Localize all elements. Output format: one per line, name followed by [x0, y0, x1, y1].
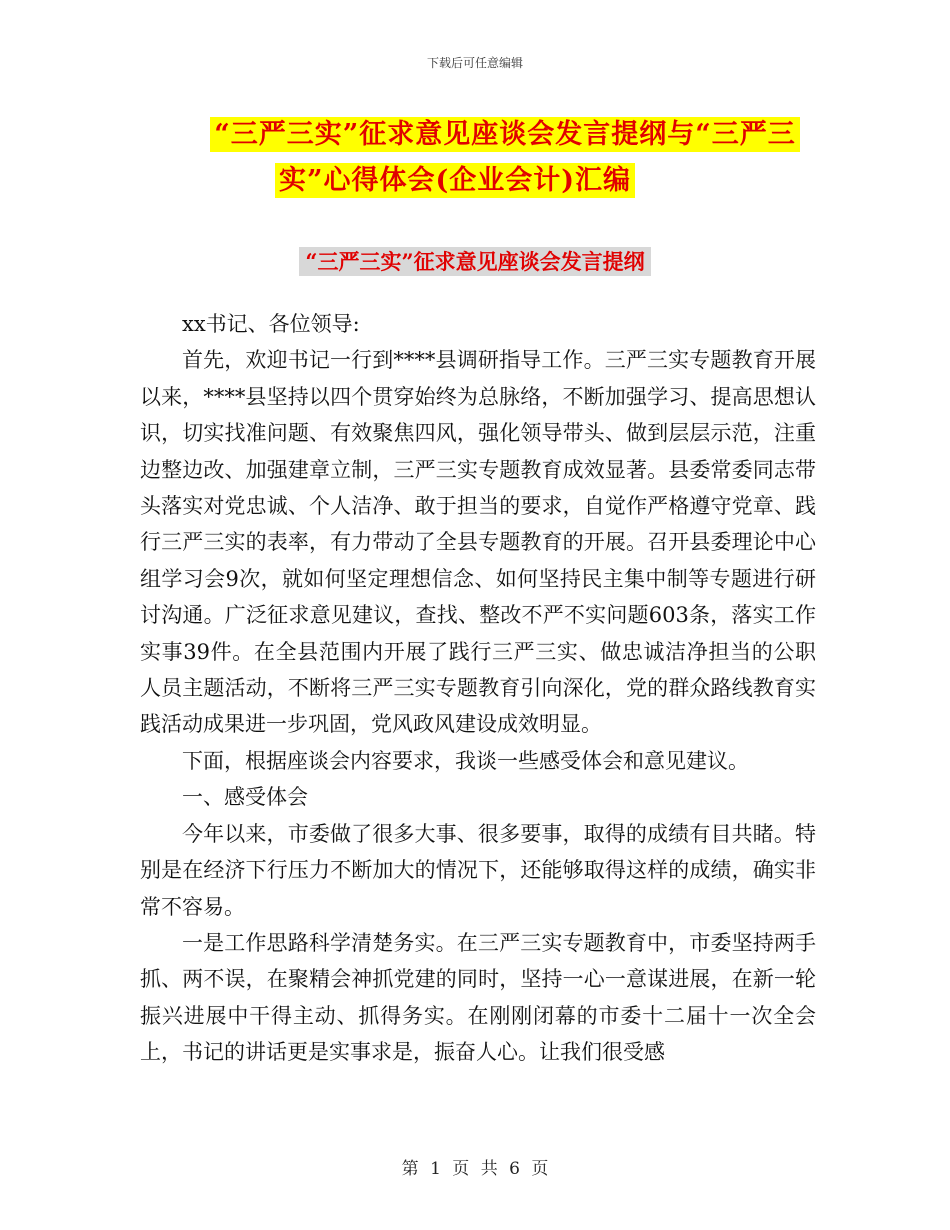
- section-title-text: “三严三实”征求意见座谈会发言提纲: [299, 247, 650, 276]
- body-paragraph: 一是工作思路科学清楚务实。在三严三实专题教育中，市委坚持两手抓、两不误，在聚精会神抓党建的同时，坚持一心一意谋进展，在新一轮振兴进展中干得主动、抓得务实。在刚刚闭幕的市委十二届十一次全会上，书记的讲话更是实事求是，振奋人心。让我们很受感: [140, 930, 816, 1065]
- body-paragraph: xx书记、各位领导:: [182, 312, 360, 336]
- document-title-line-2: [0, 158, 930, 197]
- document-title-text-2: 实”心得体会(企业会计)汇编: [275, 163, 635, 198]
- page-footer: 第 1 页 共 6 页: [401, 1159, 549, 1179]
- section-title: [0, 246, 950, 276]
- document-body: [140, 306, 816, 1071]
- document-title-line-1: [30, 112, 950, 151]
- body-paragraph: 一、感受体会: [182, 785, 308, 810]
- document-title-text-1: “三严三实”征求意见座谈会发言提纲与“三严三: [210, 117, 800, 152]
- body-paragraph: 下面，根据座谈会内容要求，我谈一些感受体会和意见建议。: [182, 748, 749, 773]
- body-paragraph: 今年以来，市委做了很多大事、很多要事，取得的成绩有目共睹。特别是在经济下行压力不断加大的情况下，还能够取得这样的成绩，确实非常不容易。: [140, 821, 816, 919]
- header-note: 下载后可任意编辑: [426, 56, 523, 70]
- body-paragraph: 首先，欢迎书记一行到****县调研指导工作。三严三实专题教育开展以来，****县坚持以四个贯穿始终为总脉络，不断加强学习、提高思想认识，切实找准问题、有效聚焦四风，强化领导带头、做到层层示范，注重边整边改、加强建章立制，三严三实专题教育成效显著。县委常委同志带头落实对党忠诚、个人洁净、敢于担当的要求，自觉作严格遵守党章、践行三严三实的表率，有力带动了全县专题教育的开展。召开县委理论中心组学习会9次，就如何坚定理想信念、如何坚持民主集中制等专题进行研讨沟通。广泛征求意见建议，查找、整改不严不实问题603条，落实工作实事39件。在全县范围内开展了践行三严三实、做忠诚洁净担当的公职人员主题活动，不断将三严三实专题教育引向深化，党的群众路线教育实践活动成果进一步巩固，党风政风建设成效明显。: [140, 348, 816, 737]
